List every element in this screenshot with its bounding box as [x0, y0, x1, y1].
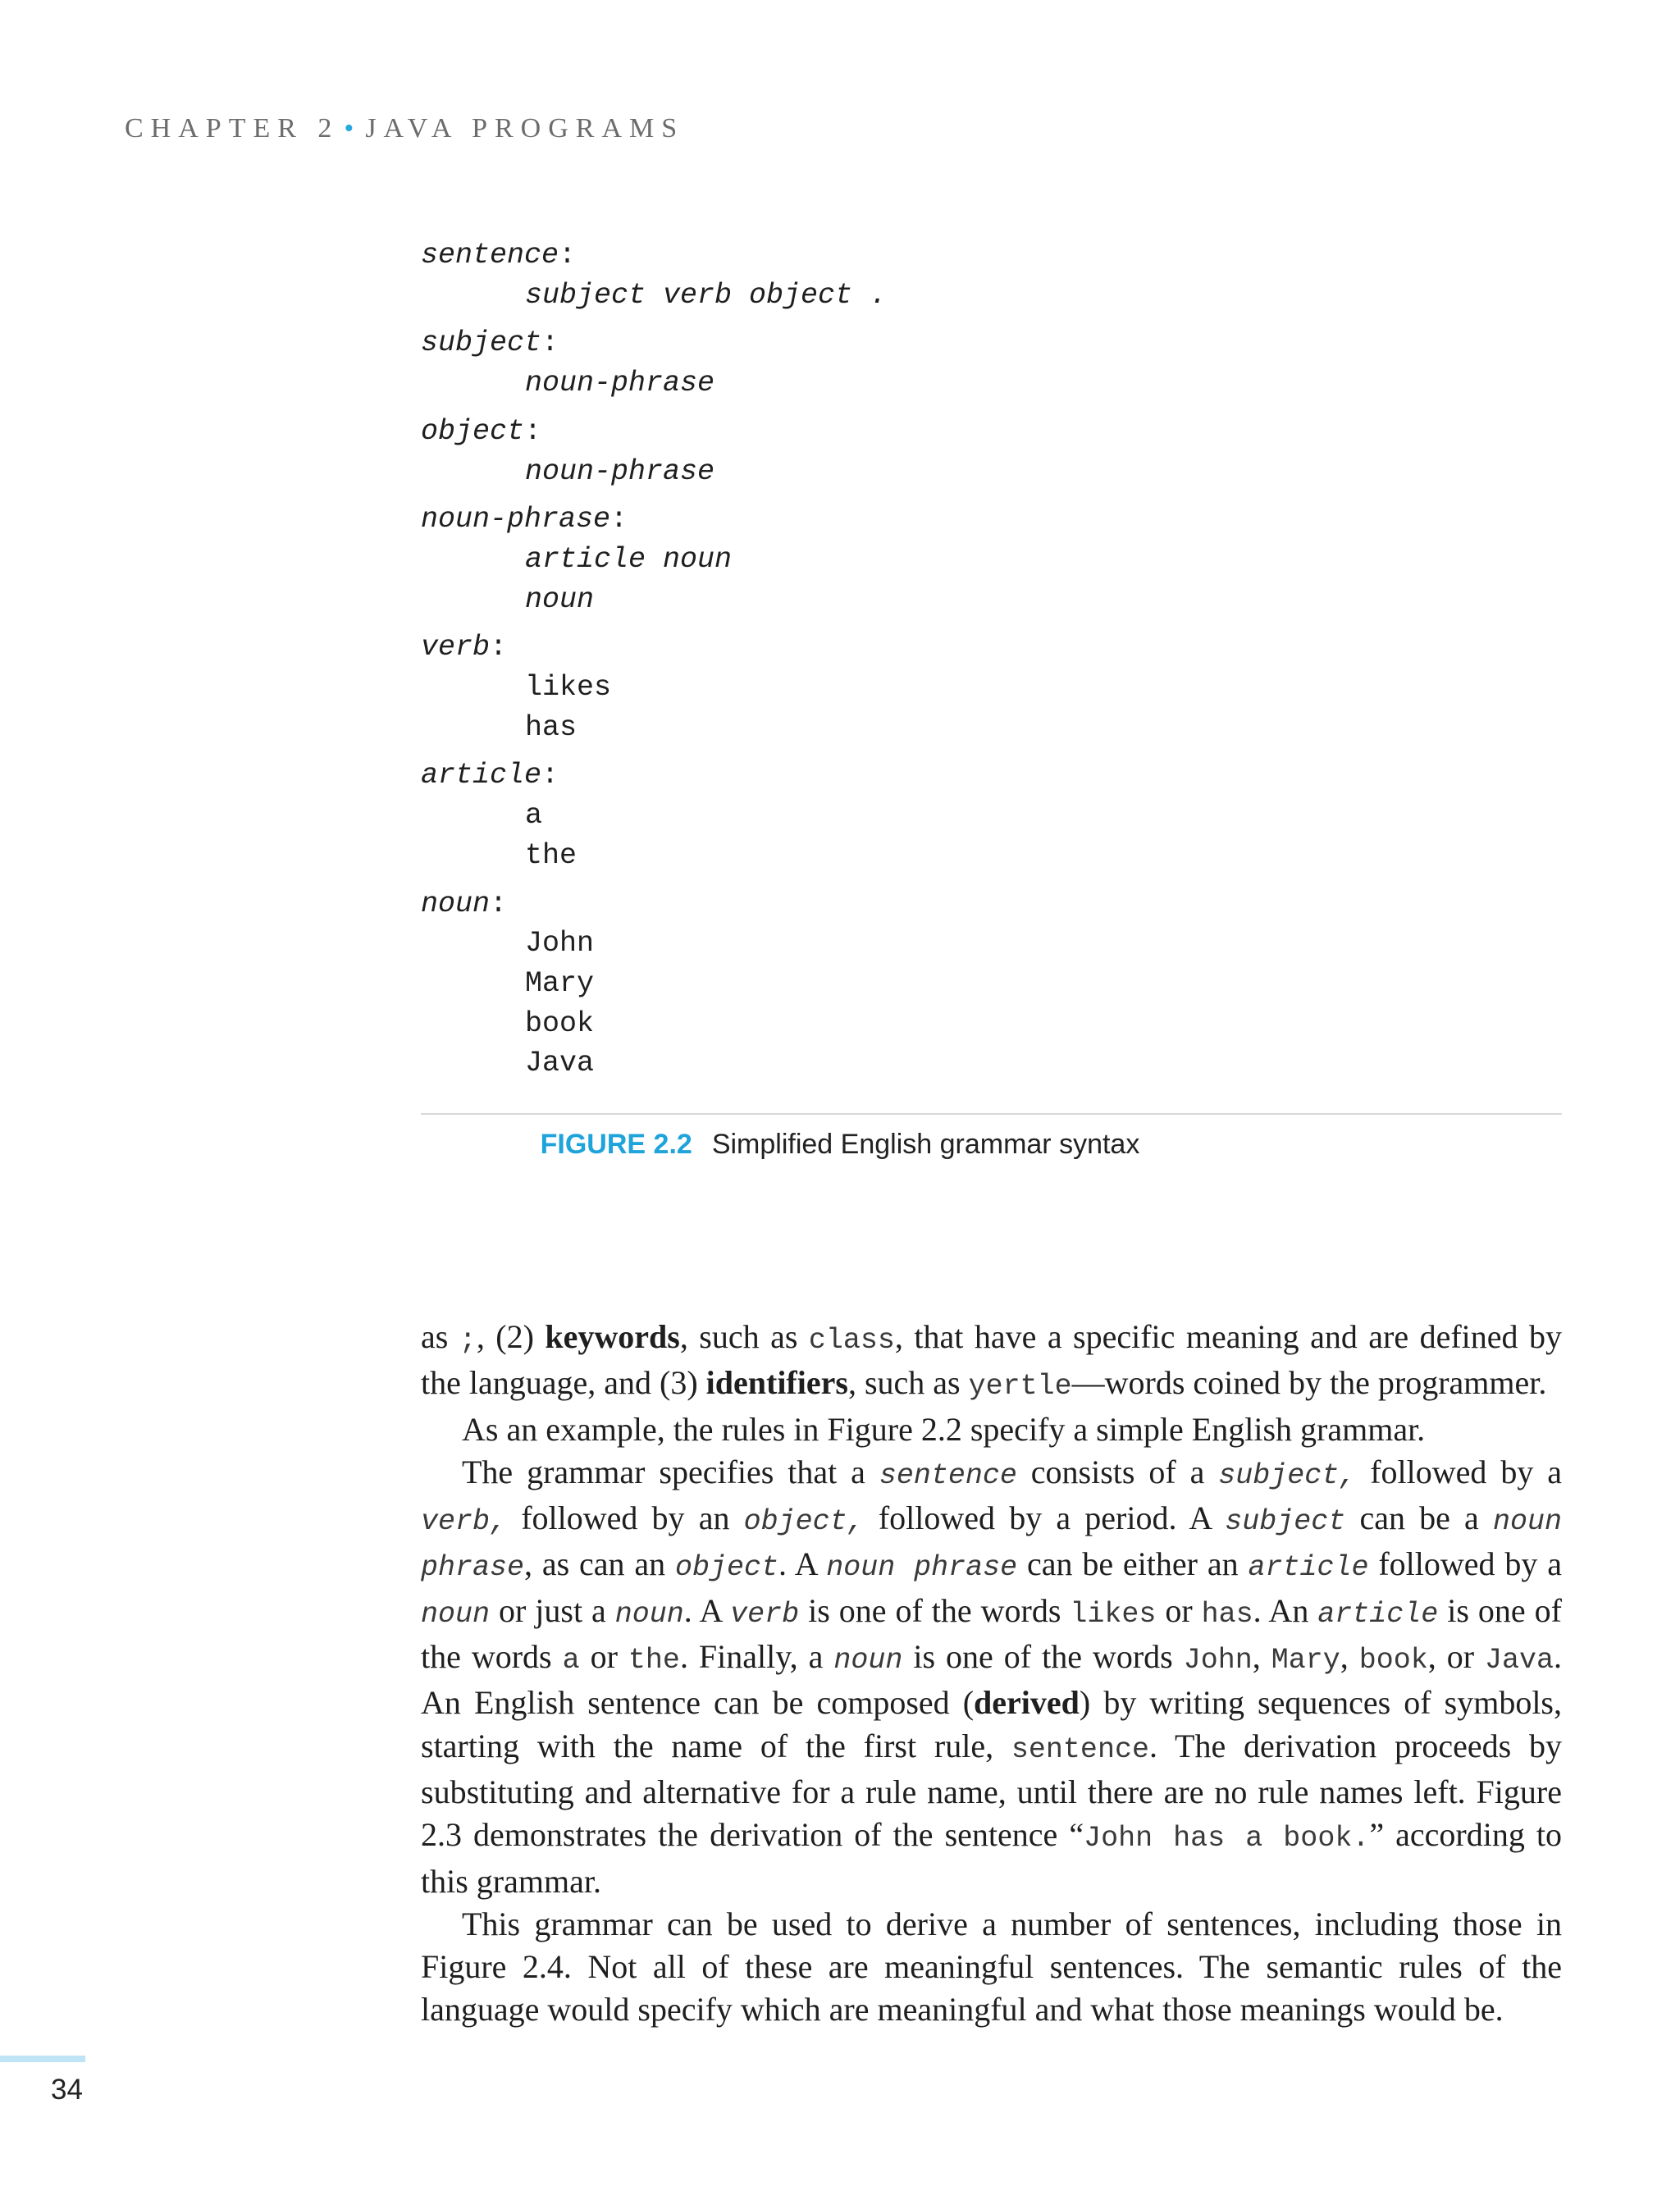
code-term-italic: noun	[421, 1597, 491, 1631]
text-run: , such as	[847, 1364, 969, 1402]
code-term-italic: noun phrase	[826, 1551, 1018, 1585]
text-run: ) by writing sequences of symbols, starting with the name of the first rule,	[421, 1684, 1563, 1764]
body-text	[421, 1316, 1562, 2032]
code-term: yertle	[968, 1370, 1072, 1403]
rule-alternative: article noun	[525, 542, 733, 576]
rule-name: sentence:	[421, 239, 577, 272]
paragraph	[421, 1451, 1562, 1903]
code-term: sentence	[1011, 1732, 1149, 1766]
code-term-italic: verb	[730, 1597, 800, 1631]
code-term-italic: article	[1317, 1597, 1439, 1631]
grammar-rule-sentence	[421, 235, 1561, 315]
rule-alternative: noun-phrase	[525, 454, 715, 488]
rule-alternative: has	[525, 710, 578, 744]
text-run: followed by a	[1356, 1453, 1562, 1490]
code-term: a	[562, 1644, 580, 1677]
text-run: can be either an	[1017, 1545, 1249, 1583]
text-run: As an example, the rules in Figure 2.2 specify a simple English grammar.	[462, 1410, 1426, 1448]
code-term: book	[1358, 1644, 1428, 1677]
text-run: is one of the words	[799, 1591, 1071, 1629]
rule-alternative: Mary	[525, 966, 595, 1000]
text-run: The grammar specifies that a	[462, 1453, 879, 1490]
text-run: ,	[1252, 1638, 1271, 1676]
rule-name: object:	[421, 414, 542, 448]
code-term-italic: noun phrase	[421, 1505, 1562, 1585]
code-term: likes	[1070, 1597, 1157, 1631]
paragraph	[421, 1408, 1562, 1451]
code-term-italic: noun	[833, 1644, 903, 1677]
page-number-bar	[0, 2056, 85, 2062]
text-run: . An	[1253, 1591, 1318, 1629]
code-term: ;	[459, 1324, 477, 1357]
rule-name: subject:	[421, 326, 559, 360]
text-run: followed by a	[1368, 1545, 1562, 1583]
text-run: . The derivation proceeds by substituting and alternative for a rule name, until there are no rule names left. Figure 2.3 demonstrates the derivation of the sentence “	[421, 1727, 1562, 1854]
grammar-rule-noun	[421, 884, 1561, 1084]
text-run: , (2)	[476, 1318, 546, 1355]
bold-term: identifiers	[705, 1364, 848, 1402]
code-term: the	[628, 1644, 680, 1677]
figure-caption-text: Simplified English grammar syntax	[711, 1129, 1140, 1160]
code-term-italic: sentence	[879, 1458, 1017, 1492]
paragraph	[421, 1316, 1562, 1408]
text-run: —words coined by the programmer.	[1071, 1364, 1547, 1402]
rule-alternative: noun	[525, 582, 595, 616]
text-run: , that have a specific meaning and are defined by the language, and (3)	[421, 1318, 1563, 1402]
rule-alternative: likes	[525, 671, 612, 705]
rule-alternative: subject verb object .	[525, 278, 888, 312]
text-run: . A	[778, 1545, 827, 1583]
text-run: or just a	[490, 1591, 615, 1629]
page-number: 34	[51, 2074, 83, 2106]
rule-name: verb:	[421, 631, 508, 664]
text-run: is one of the words	[421, 1591, 1562, 1676]
rule-name: article:	[421, 759, 559, 792]
figure-caption	[0, 1129, 1680, 1161]
grammar-rule-article	[421, 755, 1561, 875]
code-term-italic: object,	[743, 1505, 865, 1539]
paragraph	[421, 1903, 1562, 2032]
text-run: , as can an	[524, 1545, 676, 1583]
chapter-label: CHAPTER 2	[125, 113, 340, 144]
rule-alternative: John	[525, 927, 595, 961]
figure-divider	[421, 1113, 1562, 1115]
grammar-rule-subject	[421, 323, 1561, 403]
text-run: or	[1156, 1591, 1202, 1629]
text-run: or	[579, 1638, 628, 1676]
text-run: , or	[1427, 1638, 1486, 1676]
text-run: . A	[683, 1591, 731, 1629]
bold-term: keywords	[545, 1318, 680, 1355]
text-run: ,	[1340, 1638, 1359, 1676]
code-term-italic: verb,	[421, 1505, 508, 1539]
code-term-italic: object	[675, 1551, 779, 1585]
text-run: as	[421, 1318, 459, 1355]
text-run: is one of the words	[902, 1638, 1184, 1676]
figure-label: FIGURE 2.2	[540, 1129, 692, 1160]
code-term-italic: article	[1248, 1551, 1369, 1585]
code-term: class	[808, 1324, 895, 1357]
grammar-rule-noun-phrase	[421, 500, 1561, 619]
text-run: consists of a	[1016, 1453, 1219, 1490]
code-term: has	[1201, 1597, 1253, 1631]
text-run: , such as	[679, 1318, 809, 1355]
text-run: This grammar can be used to derive a number of sentences, including those in Figure 2.4. Not all of these are meaningful sentences. The semantic rules of the language would specify which are meaningful and what those meanings would be.	[421, 1905, 1562, 2029]
code-term: John	[1183, 1644, 1253, 1677]
chapter-title: JAVA PROGRAMS	[365, 113, 685, 144]
code-term-italic: subject,	[1218, 1458, 1357, 1492]
text-run: followed by an	[507, 1499, 744, 1537]
running-head	[125, 113, 684, 144]
rule-name: noun:	[421, 887, 508, 920]
text-run: followed by a period. A	[864, 1499, 1226, 1537]
code-term: Mary	[1271, 1644, 1340, 1677]
text-run: ” according to this grammar.	[421, 1816, 1562, 1900]
grammar-rule-object	[421, 412, 1561, 491]
grammar-figure	[421, 235, 1561, 1092]
code-term: Java	[1485, 1644, 1554, 1677]
rule-alternative: noun-phrase	[525, 367, 715, 400]
code-term-italic: subject	[1225, 1505, 1346, 1539]
rule-alternative: book	[525, 1006, 595, 1040]
bullet-separator: •	[344, 113, 354, 144]
text-run: can be a	[1345, 1499, 1493, 1537]
rule-name: noun-phrase:	[421, 503, 628, 536]
code-term: John has a book.	[1084, 1822, 1370, 1855]
rule-alternative: the	[525, 838, 578, 872]
bold-term: derived	[974, 1684, 1080, 1722]
rule-alternative: Java	[525, 1047, 595, 1080]
text-run: . An English sentence can be composed (	[421, 1638, 1563, 1722]
code-term-italic: noun	[614, 1597, 684, 1631]
text-run: . Finally, a	[679, 1638, 834, 1676]
grammar-rule-verb	[421, 628, 1561, 747]
rule-alternative: a	[525, 799, 543, 833]
